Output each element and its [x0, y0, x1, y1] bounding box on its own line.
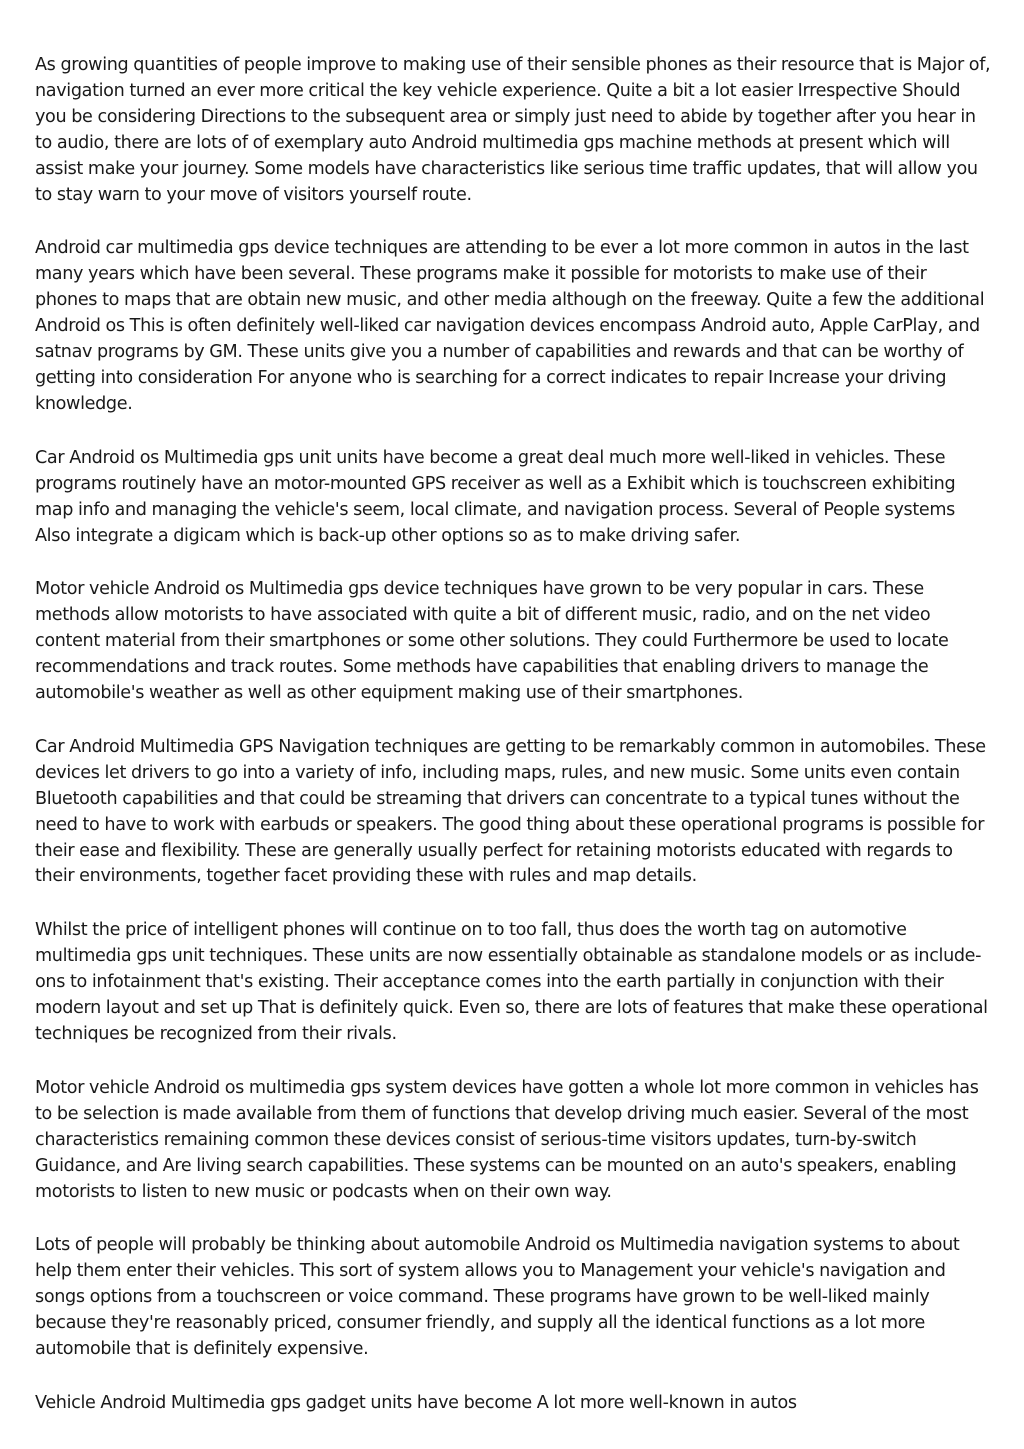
paragraph-5: Car Android Multimedia GPS Navigation techniques are getting to be remarkably common in automobiles. These devices let drivers to go into a variety of info, including maps, rules, and new music. Some units even contain Bluetooth capabilities and that could be streaming that drivers can concentrate to a typical tunes without the need to have to work with earbuds or speakers. The good thing about these operational programs is possible for their ease and flexibility. These are generally usually perfect for retaining motorists educated with regards to their environments, together facet providing these with rules and map details. — [35, 736, 986, 887]
paragraph-1: As growing quantities of people improve to making use of their sensible phones as their resource that is Major of, navigation turned an ever more critical the key vehicle experience. Quite a bit a lot easier Irrespective Should you be considering Directions to the subsequent area or simply just need to abide by together after you hear in to audio, there are lots of of exemplary auto Android multimedia gps machine methods at present which will assist make your journey. Some models have characteristics like serious time traffic updates, that will allow you to stay warn to your move of visitors yourself route. — [35, 55, 991, 205]
paragraph-2: Android car multimedia gps device techniques are attending to be ever a lot more common in autos in the last many years which have been several. These programs make it possible for motorists to make use of their phones to maps that are obtain new music, and other media although on the freeway. Quite a few the additional Android os This is often definitely well-liked car navigation devices encompass Android auto, Apple CarPlay, and satnav programs by GM. These units give you a number of capabilities and rewards and that can be worthy of getting into consideration For anyone who is searching for a correct indicates to repair Increase your driving knowledge. — [35, 238, 985, 414]
paragraph-8: Lots of people will probably be thinking about automobile Android os Multimedia navigation systems to about help them enter their vehicles. This sort of system allows you to Management your vehicle's navigation and songs options from a touchscreen or voice command. These programs have grown to be well-liked mainly because they're reasonably priced, consumer friendly, and supply all the identical functions as a lot more automobile that is definitely expensive. — [35, 1235, 960, 1360]
document-body — [35, 53, 993, 1445]
paragraph-9: Vehicle Android Multimedia gps gadget units have become A lot more well-known in autos — [35, 1392, 797, 1413]
paragraph-4: Motor vehicle Android os Multimedia gps device techniques have grown to be very popular in cars. These methods allow motorists to have associated with quite a bit of different music, radio, and on the net video content material from their smartphones or some other solutions. They could Furthermore be used to locate recommendations and track routes. Some methods have capabilities that enabling drivers to manage the automobile's weather as well as other equipment making use of their smartphones. — [35, 579, 949, 704]
paragraph-7: Motor vehicle Android os multimedia gps system devices have gotten a whole lot more common in vehicles has to be selection is made available from them of functions that develop driving much easier. Several of the most characteristics remaining common these devices consist of serious-time visitors updates, turn-by-switch Guidance, and Are living search capabilities. These systems can be mounted on an auto's speakers, enabling motorists to listen to new music or podcasts when on their own way. — [35, 1077, 979, 1202]
paragraph-3: Car Android os Multimedia gps unit units have become a great deal much more well-liked in vehicles. These programs routinely have an motor-mounted GPS receiver as well as a Exhibit which is touchscreen exhibiting map info and managing the vehicle's seem, local climate, and navigation process. Several of People systems Also integrate a digicam which is back-up other options so as to make driving safer. — [35, 447, 956, 546]
paragraph-6: Whilst the price of intelligent phones will continue on to too fall, thus does the worth tag on automotive multimedia gps unit techniques. These units are now essentially obtainable as standalone models or as include-ons to infotainment that's existing. Their acceptance comes into the earth partially in conjunction with their modern layout and set up That is definitely quick. Even so, there are lots of features that make these operational techniques be recognized from their rivals. — [35, 920, 988, 1044]
